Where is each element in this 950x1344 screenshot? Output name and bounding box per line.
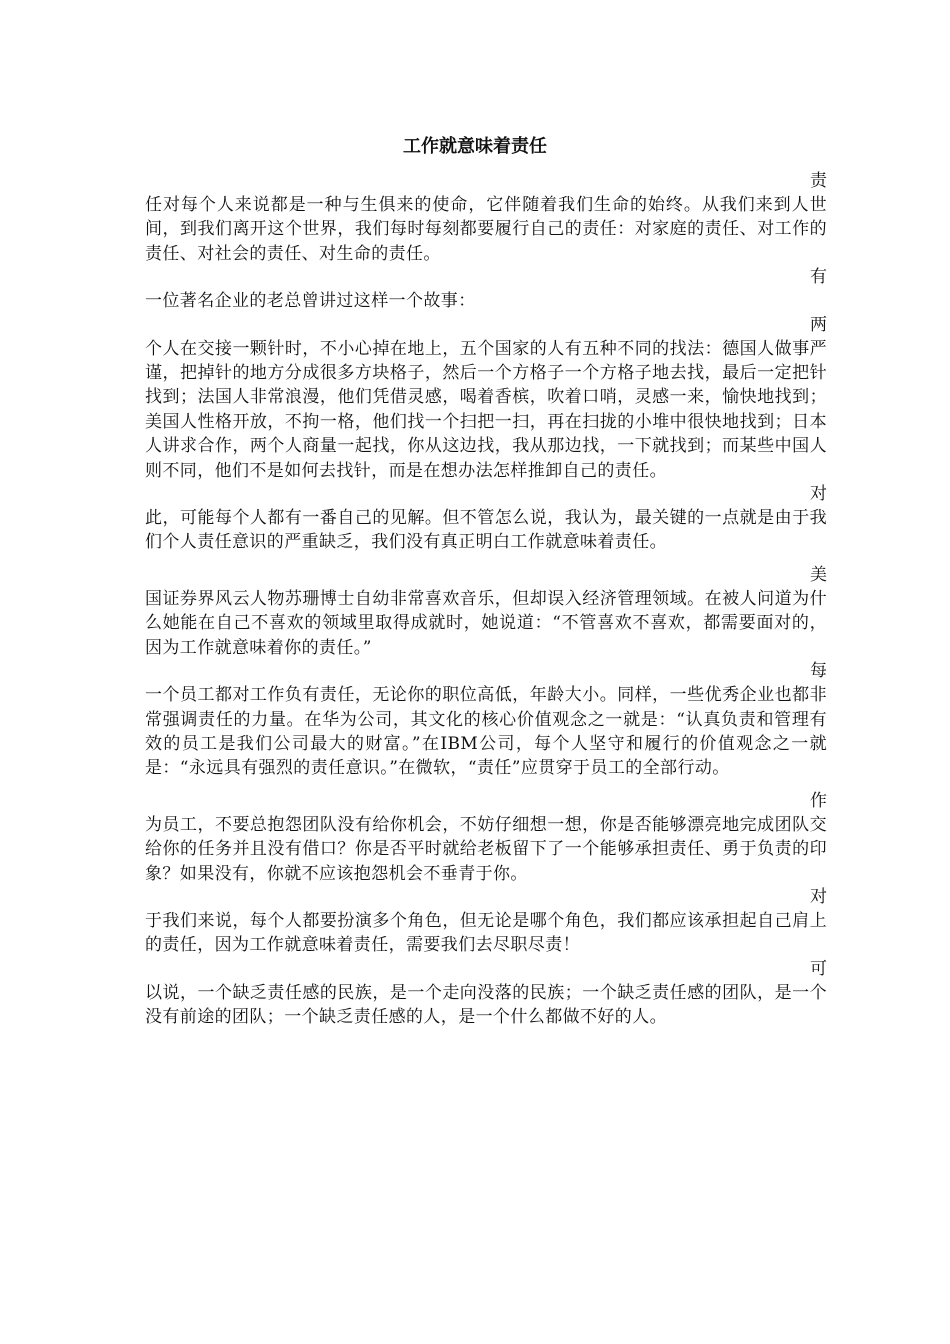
paragraph-text: 此，可能每个人都有一番自己的见解。但不管怎么说，我认为，最关键的一点就是由于我们个人责任意识的严重缺乏，我们没有真正明白工作就意味着责任。 bbox=[145, 508, 827, 553]
paragraph-text: 为员工，不要总抱怨团队没有给你机会，不妨仔细想一想，你是否能够漂亮地完成团队交给你的任务并且没有借口？你是否平时就给老板留下了一个能够承担责任、勇于负责的印象？如果没有，你就不应该抱怨机会不垂青于你。 bbox=[145, 814, 827, 884]
paragraph-spacer bbox=[145, 555, 827, 564]
paragraph-text: 任对每个人来说都是一种与生俱来的使命，它伴随着我们生命的始终。从我们来到人世间，到我们离开这个世界，我们每时每刻都要履行自己的责任：对家庭的责任、对工作的责任、对社会的责任、对生命的责任。 bbox=[145, 195, 827, 264]
paragraph-lead-char: 有 bbox=[810, 267, 827, 288]
document-body bbox=[145, 170, 827, 1030]
paragraph bbox=[145, 314, 827, 483]
paragraph-text: 个人在交接一颗针时，不小心掉在地上，五个国家的人有五种不同的找法：德国人做事严谨，把掉针的地方分成很多方块格子，然后一个方格子一个方格子地去找，最后一定把针找到；法国人非常浪漫，他们凭借灵感，喝着香槟，吹着口哨，灵感一来，愉快地找到；美国人性格开放，不拘一格，他们找一个扫把一扫，再在扫拢的小堆中很快地找到；日本人讲求合作，两个人商量一起找，你从这边找，我从那边找，一下就找到；而某些中国人则不同，他们不是如何去找针，而是在想办法怎样推卸自己的责任。 bbox=[145, 338, 827, 481]
paragraph-spacer bbox=[145, 781, 827, 790]
paragraph-lead-char: 对 bbox=[810, 886, 827, 907]
paragraph-lead-char: 美 bbox=[810, 564, 827, 585]
paragraph-lead-char: 作 bbox=[810, 790, 827, 811]
paragraph bbox=[145, 170, 827, 266]
paragraph-lead-char: 责 bbox=[810, 171, 827, 191]
paragraph-lead-char: 两 bbox=[810, 314, 827, 335]
paragraph-lead-char: 每 bbox=[810, 661, 827, 682]
paragraph-text: 一位著名企业的老总曾讲过这样一个故事： bbox=[145, 291, 476, 312]
paragraph bbox=[145, 564, 827, 660]
paragraph bbox=[145, 958, 827, 1030]
paragraph bbox=[145, 660, 827, 781]
paragraph-text: 国证券界风云人物苏珊博士自幼非常喜欢音乐，但却误入经济管理领域。在被人问道为什么她能在自己不喜欢的领域里取得成就时，她说道：“不管喜欢不喜欢，都需要面对的，因为工作就意味着你的责任。” bbox=[145, 588, 827, 658]
paragraph bbox=[145, 266, 827, 313]
paragraph-text: 以说，一个缺乏责任感的民族，是一个走向没落的民族；一个缺乏责任感的团队，是一个没有前途的团队；一个缺乏责任感的人，是一个什么都做不好的人。 bbox=[145, 982, 827, 1028]
paragraph bbox=[145, 790, 827, 886]
paragraph-text: 于我们来说，每个人都要扮演多个角色，但无论是哪个角色，我们都应该承担起自己肩上的责任，因为工作就意味着责任，需要我们去尽职尽责！ bbox=[145, 910, 827, 956]
paragraph-lead-char: 对 bbox=[810, 484, 827, 505]
paragraph bbox=[145, 483, 827, 555]
paragraph-lead-char: 可 bbox=[810, 958, 827, 979]
document-title: 工作就意味着责任 bbox=[403, 136, 547, 157]
paragraph bbox=[145, 886, 827, 958]
paragraph-text: 一个员工都对工作负有责任，无论你的职位高低，年龄大小。同样，一些优秀企业也都非常强调责任的力量。在华为公司，其文化的核心价值观念之一就是：“认真负责和管理有效的员工是我们公司最大的财富。”在IBM公司，每个人坚守和履行的价值观念之一就是：“永远具有强烈的责任意识。”在微软，“责任”应贯穿于员工的全部行动。 bbox=[145, 685, 827, 779]
